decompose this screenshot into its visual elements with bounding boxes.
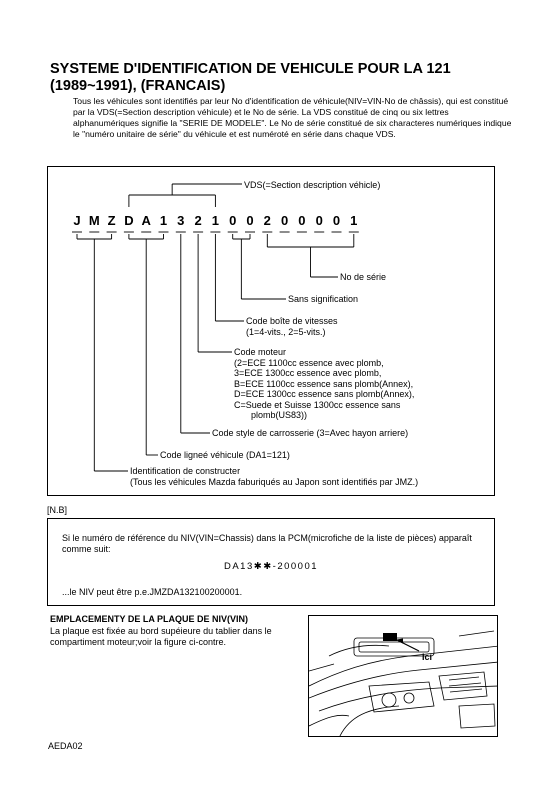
location-text: La plaque est fixée au bord supéieure du tablier dans le compartiment moteur;voir la figure ci-contre. (50, 626, 272, 647)
label-body: Code style de carrosserie (3=Avec hayon arriere) (212, 428, 409, 438)
vin-char-8: 1 (211, 213, 220, 228)
vin-plate-marker (383, 633, 397, 641)
label-unused: Sans signification (288, 294, 359, 304)
vin-char-15: 0 (332, 213, 341, 228)
vin-char-12: 0 (280, 213, 289, 228)
page-footer-code: AEDA02 (48, 741, 83, 751)
figure-label-ici: Ici (422, 652, 433, 662)
nb-box (47, 518, 495, 606)
engine-bay-figure (308, 615, 498, 737)
nb-code: DA13✱✱-200001 (223, 561, 319, 572)
vin-char-5: 1 (159, 213, 168, 228)
nb-text: Si le numéro de référence du NIV(VIN=Chassis) dans la PCM(microfiche de la liste de pièces) apparaît comme suit: (62, 533, 472, 554)
label-line: Code ligneé véhicule (DA1=121) (160, 450, 290, 460)
vin-char-11: 2 (263, 213, 271, 228)
label-gearbox: Code boîte de vitesses (1=4-vits., 2=5-vits.) (246, 316, 338, 337)
label-maker: Identification de constructer (Tous les véhicules Mazda faburiqués au Japon sont identifiés par JMZ.) (130, 466, 419, 487)
vin-char-1: M (88, 213, 100, 228)
vin-diagram (47, 166, 495, 496)
vin-char-16: 1 (350, 213, 358, 228)
intro-paragraph: Tous les véhicules sont identifiés par leur No d'identification de véhicule(NIV=VIN-No de châssis), qui est constitué par la VDS(=Section description véhicule) et le No de série. La VDS constitué de cinq ou six lettres alphanumériques signifie la "SERIE DE MODELE". Le No de série constitué de six characteres numériques indique le "numéro unitaire de série" du véhicule et est numéroté en série dans chaque VDS. (73, 96, 512, 139)
nb-example: ...le NIV peut être p.e.JMZDA132100200001. (62, 587, 243, 597)
vin-char-14: 0 (315, 213, 323, 228)
vin-char-0: J (73, 213, 81, 228)
vin-char-13: 0 (298, 213, 306, 228)
page-title: SYSTEME D'IDENTIFICATION DE VEHICULE POUR LA 121 (1989~1991), (FRANCAIS) (50, 61, 451, 94)
vin-char-3: D (124, 213, 134, 228)
nb-label: [N.B] (47, 505, 68, 515)
vin-char-2: Z (107, 213, 116, 228)
engine-bay-illustration (309, 616, 498, 737)
vin-char-4: A (141, 213, 151, 228)
label-engine: Code moteur (2=ECE 1100cc essence avec plomb, 3=ECE 1300cc essence avec plomb, B=ECE 1100cc essence sans plomb(Annex), D=ECE 1300cc essence sans plomb(Annex), C=Suede et Suisse 1300cc essence sans plomb(US83)) (234, 347, 415, 420)
vin-char-9: 0 (229, 213, 237, 228)
label-serial: No de série (340, 272, 387, 282)
vin-char-7: 2 (194, 213, 202, 228)
label-vds: VDS(=Section description véhicle) (244, 180, 381, 190)
vin-char-6: 3 (177, 213, 185, 228)
vin-char-10: 0 (246, 213, 254, 228)
location-title: EMPLACEMENTY DE LA PLAQUE DE NIV(VIN) (50, 614, 249, 624)
